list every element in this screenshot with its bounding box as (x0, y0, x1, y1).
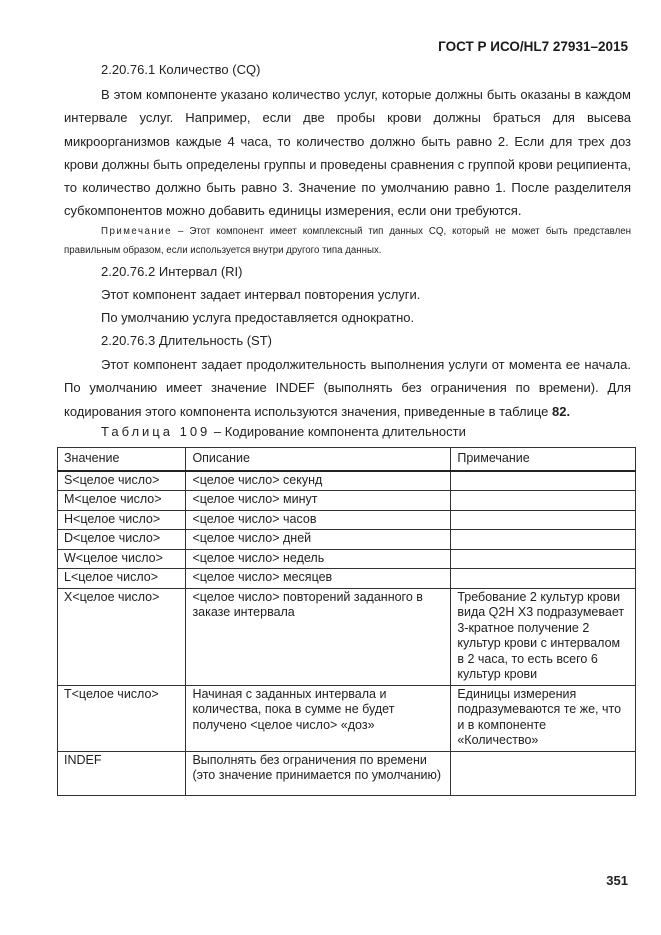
section-title: Длительность (ST) (158, 333, 272, 348)
cell-description: Начиная с заданных интервала и количества, пока в сумме не будет получено <целое число> «доз» (186, 685, 451, 751)
cell-description: <целое число> дней (186, 530, 451, 550)
interval-default: По умолчанию услуга предоставляется однократно. (101, 310, 415, 325)
cell-description: <целое число> месяцев (186, 569, 451, 589)
header-note: Примечание (451, 448, 636, 471)
table-label: Таблица 109 (101, 424, 211, 439)
table-row (58, 471, 636, 491)
header-description: Описание (186, 448, 451, 471)
cell-note (451, 510, 636, 530)
table-row (58, 569, 636, 589)
cell-value: D<целое число> (58, 530, 186, 550)
cell-note: Требование 2 культур крови вида Q2H X3 подразумевает 3-кратное получение 2 культур крови с интервалом в 2 часа, то есть всего 6 культур крови (451, 588, 636, 685)
table-header-row (58, 448, 636, 471)
section-number: 2.20.76.3 (101, 333, 156, 348)
interval-description: Этот компонент задает интервал повторения услуги. (101, 287, 421, 302)
paragraph-duration (64, 353, 631, 423)
cell-note (451, 530, 636, 550)
table-row (58, 751, 636, 795)
cell-description: <целое число> секунд (186, 471, 451, 491)
cell-value: H<целое число> (58, 510, 186, 530)
table-title: – Кодирование компонента длительности (210, 424, 466, 439)
paragraph-first-word: Этот (101, 357, 130, 372)
table-row (58, 588, 636, 685)
duration-coding-table (57, 447, 636, 796)
paragraph-text: этом компоненте указано количество услуг, которые должны быть оказаны в каждом интервале услуг. Например, если две пробы крови должны браться для высева микроорганизмов каждые 4 часа, то количество должно быть равно 2. Если для трех доз крови должны быть определены группы и проведены сравнения с группой крови реципиента, то количество должно быть равно 3. Значение по умолчанию равно 1. После разделителя субкомпонентов можно добавить единицы измерения, если они требуются. (64, 87, 631, 219)
cell-value: M<целое число> (58, 491, 186, 511)
paragraph-text: компонент задает продолжительность выполнения услуги от момента ее начала. По умолчанию имеет значение INDEF (выполнять без ограничения по времени). Для кодирования этого компонента используются значения, приведенные в таблице (64, 357, 631, 419)
cell-description: <целое число> повторений заданного в заказе интервала (186, 588, 451, 685)
table-reference: 82. (552, 403, 571, 419)
cell-value: S<целое число> (58, 471, 186, 491)
section-number: 2.20.76.2 (101, 264, 156, 279)
cell-note (451, 471, 636, 491)
section-heading-2-20-76-1 (101, 62, 260, 77)
section-title: Интервал (RI) (158, 264, 243, 279)
section-number: 2.20.76.1 (101, 62, 156, 77)
note-label: Примечание (101, 226, 173, 237)
table-row (58, 491, 636, 511)
paragraph-first-word: В (101, 87, 110, 102)
note-text: – Этот компонент имеет комплексный тип данных CQ, который не может быть представлен правильным образом, если используется внутри другого типа данных. (64, 226, 631, 256)
table-row (58, 510, 636, 530)
table-row (58, 530, 636, 550)
cell-value: X<целое число> (58, 588, 186, 685)
table-caption (101, 424, 466, 439)
page-number: 351 (606, 873, 628, 888)
cell-note (451, 549, 636, 569)
cell-value: L<целое число> (58, 569, 186, 589)
document-header: ГОСТ Р ИСО/HL7 27931–2015 (438, 39, 628, 54)
cell-value: W<целое число> (58, 549, 186, 569)
paragraph-quantity (64, 83, 631, 223)
cell-description: <целое число> недель (186, 549, 451, 569)
section-heading-2-20-76-2 (101, 264, 242, 279)
header-value: Значение (58, 448, 186, 471)
cell-note (451, 751, 636, 795)
cell-note (451, 491, 636, 511)
cell-note (451, 569, 636, 589)
cell-description: <целое число> часов (186, 510, 451, 530)
section-heading-2-20-76-3 (101, 333, 272, 348)
section-title: Количество (CQ) (158, 62, 261, 77)
cell-value: INDEF (58, 751, 186, 795)
cell-note: Единицы измерения подразумеваются те же, что и в компоненте «Количество» (451, 685, 636, 751)
cell-description: <целое число> минут (186, 491, 451, 511)
cell-value: T<целое число> (58, 685, 186, 751)
cell-description: Выполнять без ограничения по времени (это значение принимается по умолчанию) (186, 751, 451, 795)
table-row (58, 549, 636, 569)
note-block (64, 222, 631, 260)
table-row (58, 685, 636, 751)
